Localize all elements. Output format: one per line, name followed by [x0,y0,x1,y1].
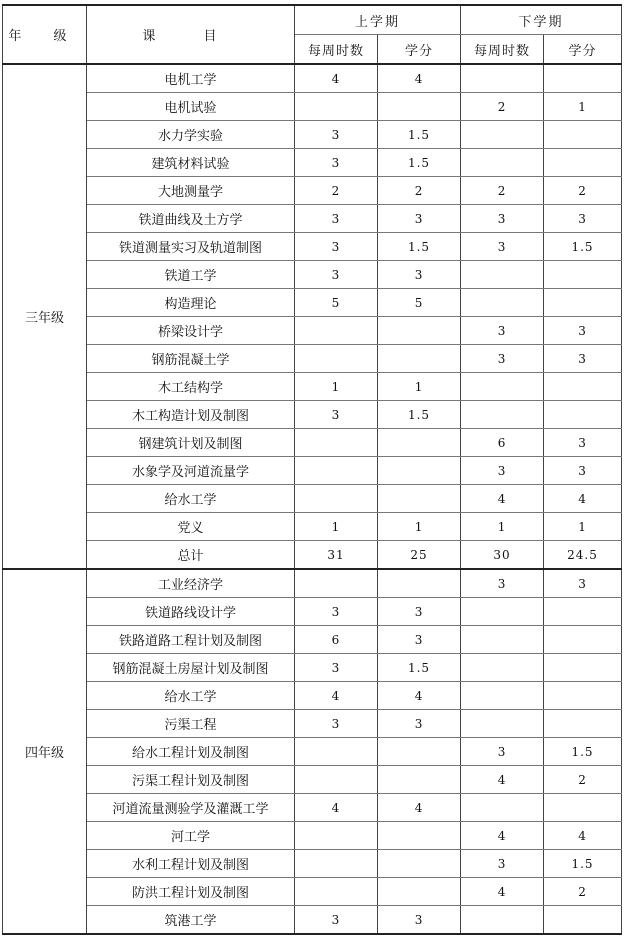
term2-credits-cell: 3 [544,429,622,457]
course-cell: 钢筋混凝土房屋计划及制图 [87,654,295,682]
term2-weekly-hours-cell: 3 [461,233,544,261]
course-cell: 铁道工学 [87,261,295,289]
term2-weekly-hours-cell: 4 [461,766,544,794]
term2-weekly-hours-cell: 3 [461,345,544,373]
term2-credits-cell: 3 [544,317,622,345]
term2-weekly-hours-cell [461,121,544,149]
term1-credits-cell: 1.5 [378,401,461,429]
term2-weekly-hours-cell: 3 [461,457,544,485]
course-cell: 给水工程计划及制图 [87,738,295,766]
table-row [3,794,622,822]
term1-credits-cell: 1 [378,513,461,541]
course-cell: 给水工学 [87,485,295,513]
term2-credits-cell [544,906,622,935]
term2-credits-cell [544,654,622,682]
term2-credits-cell: 2 [544,177,622,205]
table-row [3,626,622,654]
term2-weekly-hours-cell [461,710,544,738]
table-row [3,121,622,149]
term2-credits-cell: 2 [544,766,622,794]
course-cell: 大地测量学 [87,177,295,205]
course-cell: 木工构造计划及制图 [87,401,295,429]
table-row [3,401,622,429]
term2-weekly-hours-cell [461,682,544,710]
table-row [3,850,622,878]
term2-credits-cell: 1.5 [544,738,622,766]
term1-weekly-hours-cell: 3 [295,654,378,682]
term1-weekly-hours-cell: 6 [295,626,378,654]
term1-credits-cell [378,317,461,345]
term2-credits-cell [544,401,622,429]
table-row [3,205,622,233]
course-cell: 污渠工程 [87,710,295,738]
term2-credits-cell: 3 [544,569,622,598]
term1-credits-cell: 1.5 [378,149,461,177]
term2-credits-cell: 3 [544,345,622,373]
term1-credits-cell [378,457,461,485]
term1-weekly-hours-header: 每周时数 [295,35,378,65]
term1-credits-cell: 1.5 [378,121,461,149]
term2-weekly-hours-cell: 3 [461,569,544,598]
term1-weekly-hours-cell: 3 [295,598,378,626]
term1-weekly-hours-cell [295,878,378,906]
table-row [3,64,622,93]
term1-credits-cell: 5 [378,289,461,317]
term2-weekly-hours-cell [461,289,544,317]
term1-weekly-hours-cell: 1 [295,513,378,541]
term1-credits-cell [378,429,461,457]
term1-weekly-hours-cell [295,317,378,345]
term1-credits-cell: 3 [378,598,461,626]
term1-weekly-hours-cell: 2 [295,177,378,205]
term1-weekly-hours-cell: 3 [295,149,378,177]
term2-weekly-hours-cell: 30 [461,541,544,570]
course-cell: 防洪工程计划及制图 [87,878,295,906]
term1-credits-cell [378,850,461,878]
term2-credits-cell: 3 [544,205,622,233]
table-row [3,485,622,513]
term1-weekly-hours-cell [295,738,378,766]
table-body [3,64,622,934]
term1-credits-header: 学分 [378,35,461,65]
term1-weekly-hours-cell: 4 [295,64,378,93]
course-cell: 总计 [87,541,295,570]
term1-credits-cell: 3 [378,261,461,289]
course-cell: 钢建筑计划及制图 [87,429,295,457]
table-row [3,233,622,261]
course-cell: 水力学实验 [87,121,295,149]
term1-weekly-hours-cell: 1 [295,373,378,401]
course-cell: 水利工程计划及制图 [87,850,295,878]
table-row [3,541,622,570]
table-row [3,457,622,485]
grade-column-header: 年 级 [3,5,87,64]
course-cell: 桥梁设计学 [87,317,295,345]
term2-credits-cell [544,598,622,626]
term1-weekly-hours-cell: 3 [295,233,378,261]
term2-credits-cell [544,289,622,317]
term2-weekly-hours-cell: 2 [461,177,544,205]
course-cell: 电机工学 [87,64,295,93]
term2-credits-cell: 4 [544,485,622,513]
term1-credits-cell [378,738,461,766]
table-row [3,682,622,710]
term2-credits-cell: 3 [544,457,622,485]
table-row [3,261,622,289]
term2-credits-cell [544,794,622,822]
term1-credits-cell: 25 [378,541,461,570]
term1-weekly-hours-cell: 3 [295,401,378,429]
term1-weekly-hours-cell [295,345,378,373]
term2-credits-cell [544,373,622,401]
term1-weekly-hours-cell: 4 [295,682,378,710]
course-cell: 水象学及河道流量学 [87,457,295,485]
term2-credits-header: 学分 [544,35,622,65]
table-row [3,906,622,935]
course-cell: 铁路道路工程计划及制图 [87,626,295,654]
term1-weekly-hours-cell [295,822,378,850]
course-cell: 给水工学 [87,682,295,710]
grade-cell: 四年级 [3,569,87,934]
term1-weekly-hours-cell: 3 [295,261,378,289]
term1-weekly-hours-cell: 3 [295,906,378,935]
term1-header: 上学期 [295,5,461,35]
curriculum-table-container [2,4,621,935]
term1-credits-cell: 4 [378,794,461,822]
course-cell: 筑港工学 [87,906,295,935]
course-cell: 建筑材料试验 [87,149,295,177]
term2-weekly-hours-cell: 1 [461,513,544,541]
term2-weekly-hours-cell: 2 [461,93,544,121]
term2-credits-cell [544,710,622,738]
course-cell: 铁道路线设计学 [87,598,295,626]
term1-credits-cell: 3 [378,710,461,738]
table-row [3,373,622,401]
term2-weekly-hours-cell [461,598,544,626]
table-row [3,289,622,317]
course-cell: 铁道曲线及土方学 [87,205,295,233]
term1-weekly-hours-cell [295,429,378,457]
table-row [3,878,622,906]
term1-weekly-hours-cell [295,485,378,513]
term2-header: 下学期 [461,5,622,35]
term1-weekly-hours-cell: 3 [295,121,378,149]
term1-credits-cell: 4 [378,64,461,93]
table-row [3,345,622,373]
term2-weekly-hours-cell [461,373,544,401]
term1-credits-cell: 3 [378,906,461,935]
term2-weekly-hours-cell: 6 [461,429,544,457]
term2-weekly-hours-header: 每周时数 [461,35,544,65]
table-row [3,766,622,794]
term1-credits-cell: 1.5 [378,654,461,682]
table-row [3,429,622,457]
term2-weekly-hours-cell: 3 [461,205,544,233]
term2-weekly-hours-cell: 4 [461,822,544,850]
course-cell: 工业经济学 [87,569,295,598]
term2-credits-cell: 1.5 [544,233,622,261]
term1-weekly-hours-cell: 3 [295,710,378,738]
term2-weekly-hours-cell: 4 [461,878,544,906]
table-row [3,569,622,598]
term2-credits-cell: 1 [544,93,622,121]
term2-credits-cell: 1 [544,513,622,541]
course-cell: 污渠工程计划及制图 [87,766,295,794]
term2-credits-cell [544,261,622,289]
term2-credits-cell [544,626,622,654]
table-row [3,513,622,541]
table-row [3,654,622,682]
term2-credits-cell: 1.5 [544,850,622,878]
term1-weekly-hours-cell [295,850,378,878]
term1-credits-cell [378,569,461,598]
term2-weekly-hours-cell [461,906,544,935]
term2-weekly-hours-cell [461,261,544,289]
table-row [3,738,622,766]
term1-credits-cell [378,485,461,513]
term2-weekly-hours-cell [461,149,544,177]
table-row [3,317,622,345]
term1-weekly-hours-cell: 3 [295,205,378,233]
course-cell: 铁道测量实习及轨道制图 [87,233,295,261]
table-row [3,710,622,738]
term1-credits-cell: 1 [378,373,461,401]
table-row [3,598,622,626]
course-column-header: 课 目 [87,5,295,64]
curriculum-table [2,4,622,935]
term1-credits-cell: 3 [378,626,461,654]
term2-weekly-hours-cell [461,401,544,429]
table-row [3,93,622,121]
course-cell: 木工结构学 [87,373,295,401]
table-header [3,5,622,64]
course-cell: 电机试验 [87,93,295,121]
course-cell: 钢筋混凝土学 [87,345,295,373]
term1-weekly-hours-cell [295,569,378,598]
term2-credits-cell [544,121,622,149]
term1-credits-cell [378,93,461,121]
term2-weekly-hours-cell [461,794,544,822]
table-row [3,177,622,205]
term1-credits-cell: 3 [378,205,461,233]
course-cell: 河工学 [87,822,295,850]
term1-credits-cell: 1.5 [378,233,461,261]
term2-weekly-hours-cell [461,64,544,93]
term2-weekly-hours-cell [461,626,544,654]
term2-weekly-hours-cell: 3 [461,738,544,766]
term2-credits-cell [544,149,622,177]
course-cell: 党义 [87,513,295,541]
term1-weekly-hours-cell [295,457,378,485]
grade-cell: 三年级 [3,64,87,569]
term2-weekly-hours-cell: 3 [461,850,544,878]
term1-credits-cell [378,822,461,850]
term1-weekly-hours-cell: 5 [295,289,378,317]
table-row [3,149,622,177]
term2-credits-cell: 2 [544,878,622,906]
term1-credits-cell [378,345,461,373]
term2-credits-cell [544,682,622,710]
term1-weekly-hours-cell [295,766,378,794]
course-cell: 河道流量测验学及灌溉工学 [87,794,295,822]
term1-weekly-hours-cell: 31 [295,541,378,570]
course-cell: 构造理论 [87,289,295,317]
term2-weekly-hours-cell: 3 [461,317,544,345]
term2-credits-cell: 4 [544,822,622,850]
term1-credits-cell [378,878,461,906]
term1-weekly-hours-cell: 4 [295,794,378,822]
term1-credits-cell [378,766,461,794]
term1-credits-cell: 4 [378,682,461,710]
term1-weekly-hours-cell [295,93,378,121]
term2-credits-cell: 24.5 [544,541,622,570]
table-row [3,822,622,850]
term2-weekly-hours-cell: 4 [461,485,544,513]
term2-weekly-hours-cell [461,654,544,682]
term2-credits-cell [544,64,622,93]
term1-credits-cell: 2 [378,177,461,205]
